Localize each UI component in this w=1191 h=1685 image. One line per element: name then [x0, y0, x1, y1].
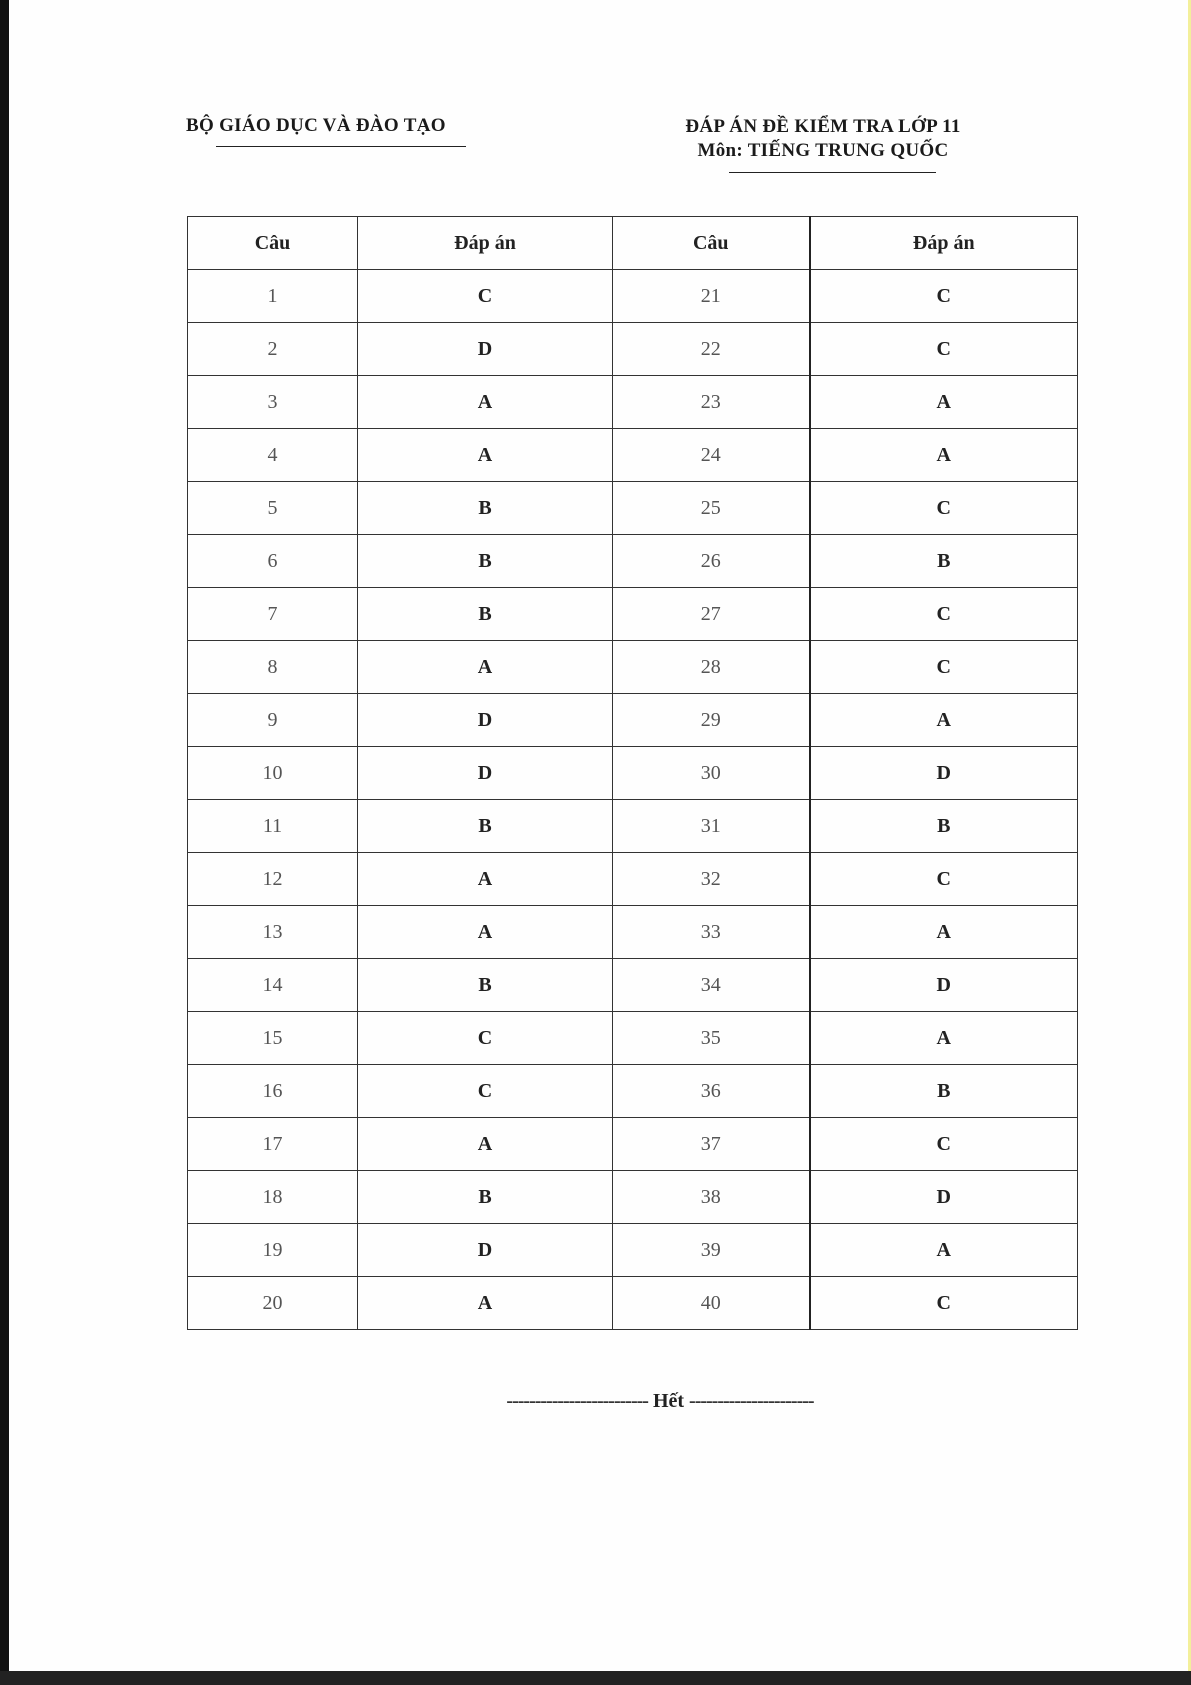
answer-cell: D — [358, 747, 613, 800]
scan-edge-bottom — [0, 1671, 1191, 1685]
table-row — [188, 641, 1078, 694]
header-question-2: Câu — [613, 217, 810, 270]
subject-line: Môn: TIẾNG TRUNG QUỐC — [697, 140, 949, 161]
question-number: 40 — [613, 1277, 810, 1330]
table-header-row — [188, 217, 1078, 270]
answer-cell: D — [810, 747, 1078, 800]
question-number: 20 — [188, 1277, 358, 1330]
question-number: 16 — [188, 1065, 358, 1118]
question-number: 25 — [613, 482, 810, 535]
table-row — [188, 482, 1078, 535]
answer-cell: B — [358, 588, 613, 641]
answer-cell: D — [810, 959, 1078, 1012]
question-number: 5 — [188, 482, 358, 535]
question-number: 2 — [188, 323, 358, 376]
answer-cell: B — [810, 535, 1078, 588]
question-number: 26 — [613, 535, 810, 588]
answer-cell: B — [358, 535, 613, 588]
question-number: 17 — [188, 1118, 358, 1171]
question-number: 3 — [188, 376, 358, 429]
answer-key-table — [187, 216, 1078, 1330]
question-number: 35 — [613, 1012, 810, 1065]
question-number: 23 — [613, 376, 810, 429]
subject-underline — [729, 172, 936, 173]
end-dashes-right: ---------------------- — [689, 1390, 814, 1412]
answer-cell: C — [358, 1012, 613, 1065]
table-row — [188, 853, 1078, 906]
question-number: 10 — [188, 747, 358, 800]
question-number: 36 — [613, 1065, 810, 1118]
answer-cell: A — [358, 429, 613, 482]
answer-cell: D — [358, 1224, 613, 1277]
question-number: 4 — [188, 429, 358, 482]
answer-cell: D — [358, 694, 613, 747]
table-row — [188, 694, 1078, 747]
question-number: 14 — [188, 959, 358, 1012]
table-body — [188, 270, 1078, 1330]
answer-cell: C — [810, 1277, 1078, 1330]
end-marker — [400, 1390, 920, 1413]
header-answer-1: Đáp án — [358, 217, 613, 270]
answer-cell: C — [810, 270, 1078, 323]
answer-cell: C — [810, 482, 1078, 535]
answer-cell: B — [358, 959, 613, 1012]
answer-cell: A — [358, 853, 613, 906]
end-dashes-left: ------------------------- — [506, 1390, 648, 1412]
answer-cell: A — [358, 1277, 613, 1330]
answer-cell: C — [358, 270, 613, 323]
answer-cell: C — [810, 641, 1078, 694]
question-number: 13 — [188, 906, 358, 959]
answer-cell: A — [810, 1224, 1078, 1277]
answer-cell: B — [810, 1065, 1078, 1118]
question-number: 22 — [613, 323, 810, 376]
question-number: 34 — [613, 959, 810, 1012]
answer-cell: A — [358, 1118, 613, 1171]
ministry-header — [186, 115, 446, 137]
question-number: 11 — [188, 800, 358, 853]
question-number: 27 — [613, 588, 810, 641]
answer-cell: A — [810, 1012, 1078, 1065]
question-number: 30 — [613, 747, 810, 800]
answer-cell: A — [358, 641, 613, 694]
table-row — [188, 906, 1078, 959]
header-answer-2: Đáp án — [810, 217, 1078, 270]
table-row — [188, 1012, 1078, 1065]
table-row — [188, 800, 1078, 853]
table-row — [188, 1171, 1078, 1224]
end-label: Hết — [652, 1390, 685, 1412]
question-number: 33 — [613, 906, 810, 959]
question-number: 37 — [613, 1118, 810, 1171]
table-row — [188, 959, 1078, 1012]
table-row — [188, 1224, 1078, 1277]
question-number: 39 — [613, 1224, 810, 1277]
table-row — [188, 747, 1078, 800]
question-number: 19 — [188, 1224, 358, 1277]
table-row — [188, 535, 1078, 588]
question-number: 32 — [613, 853, 810, 906]
answer-cell: C — [358, 1065, 613, 1118]
table-row — [188, 1277, 1078, 1330]
question-number: 38 — [613, 1171, 810, 1224]
document-title-block — [633, 115, 1013, 163]
answer-cell: D — [358, 323, 613, 376]
answer-cell: C — [810, 1118, 1078, 1171]
answer-cell: B — [358, 1171, 613, 1224]
answer-cell: B — [810, 800, 1078, 853]
question-number: 6 — [188, 535, 358, 588]
question-number: 9 — [188, 694, 358, 747]
question-number: 18 — [188, 1171, 358, 1224]
question-number: 21 — [613, 270, 810, 323]
answer-cell: B — [358, 800, 613, 853]
question-number: 8 — [188, 641, 358, 694]
table-row — [188, 588, 1078, 641]
answer-cell: A — [358, 376, 613, 429]
answer-cell: A — [810, 376, 1078, 429]
table-row — [188, 429, 1078, 482]
ministry-underline — [216, 146, 466, 147]
table-row — [188, 270, 1078, 323]
answer-cell: A — [358, 906, 613, 959]
answer-cell: B — [358, 482, 613, 535]
document-title: ĐÁP ÁN ĐỀ KIỂM TRA LỚP 11 — [685, 116, 961, 137]
table-row — [188, 1065, 1078, 1118]
answer-cell: C — [810, 853, 1078, 906]
ministry-name: BỘ GIÁO DỤC VÀ ĐÀO TẠO — [186, 115, 446, 136]
question-number: 1 — [188, 270, 358, 323]
question-number: 7 — [188, 588, 358, 641]
answer-cell: A — [810, 694, 1078, 747]
header-question-1: Câu — [188, 217, 358, 270]
question-number: 15 — [188, 1012, 358, 1065]
answer-cell: C — [810, 588, 1078, 641]
table-row — [188, 1118, 1078, 1171]
question-number: 12 — [188, 853, 358, 906]
answer-cell: A — [810, 429, 1078, 482]
question-number: 24 — [613, 429, 810, 482]
table-row — [188, 376, 1078, 429]
answer-cell: C — [810, 323, 1078, 376]
answer-cell: A — [810, 906, 1078, 959]
question-number: 29 — [613, 694, 810, 747]
table-row — [188, 323, 1078, 376]
question-number: 31 — [613, 800, 810, 853]
scan-edge-left — [0, 0, 9, 1685]
answer-cell: D — [810, 1171, 1078, 1224]
question-number: 28 — [613, 641, 810, 694]
